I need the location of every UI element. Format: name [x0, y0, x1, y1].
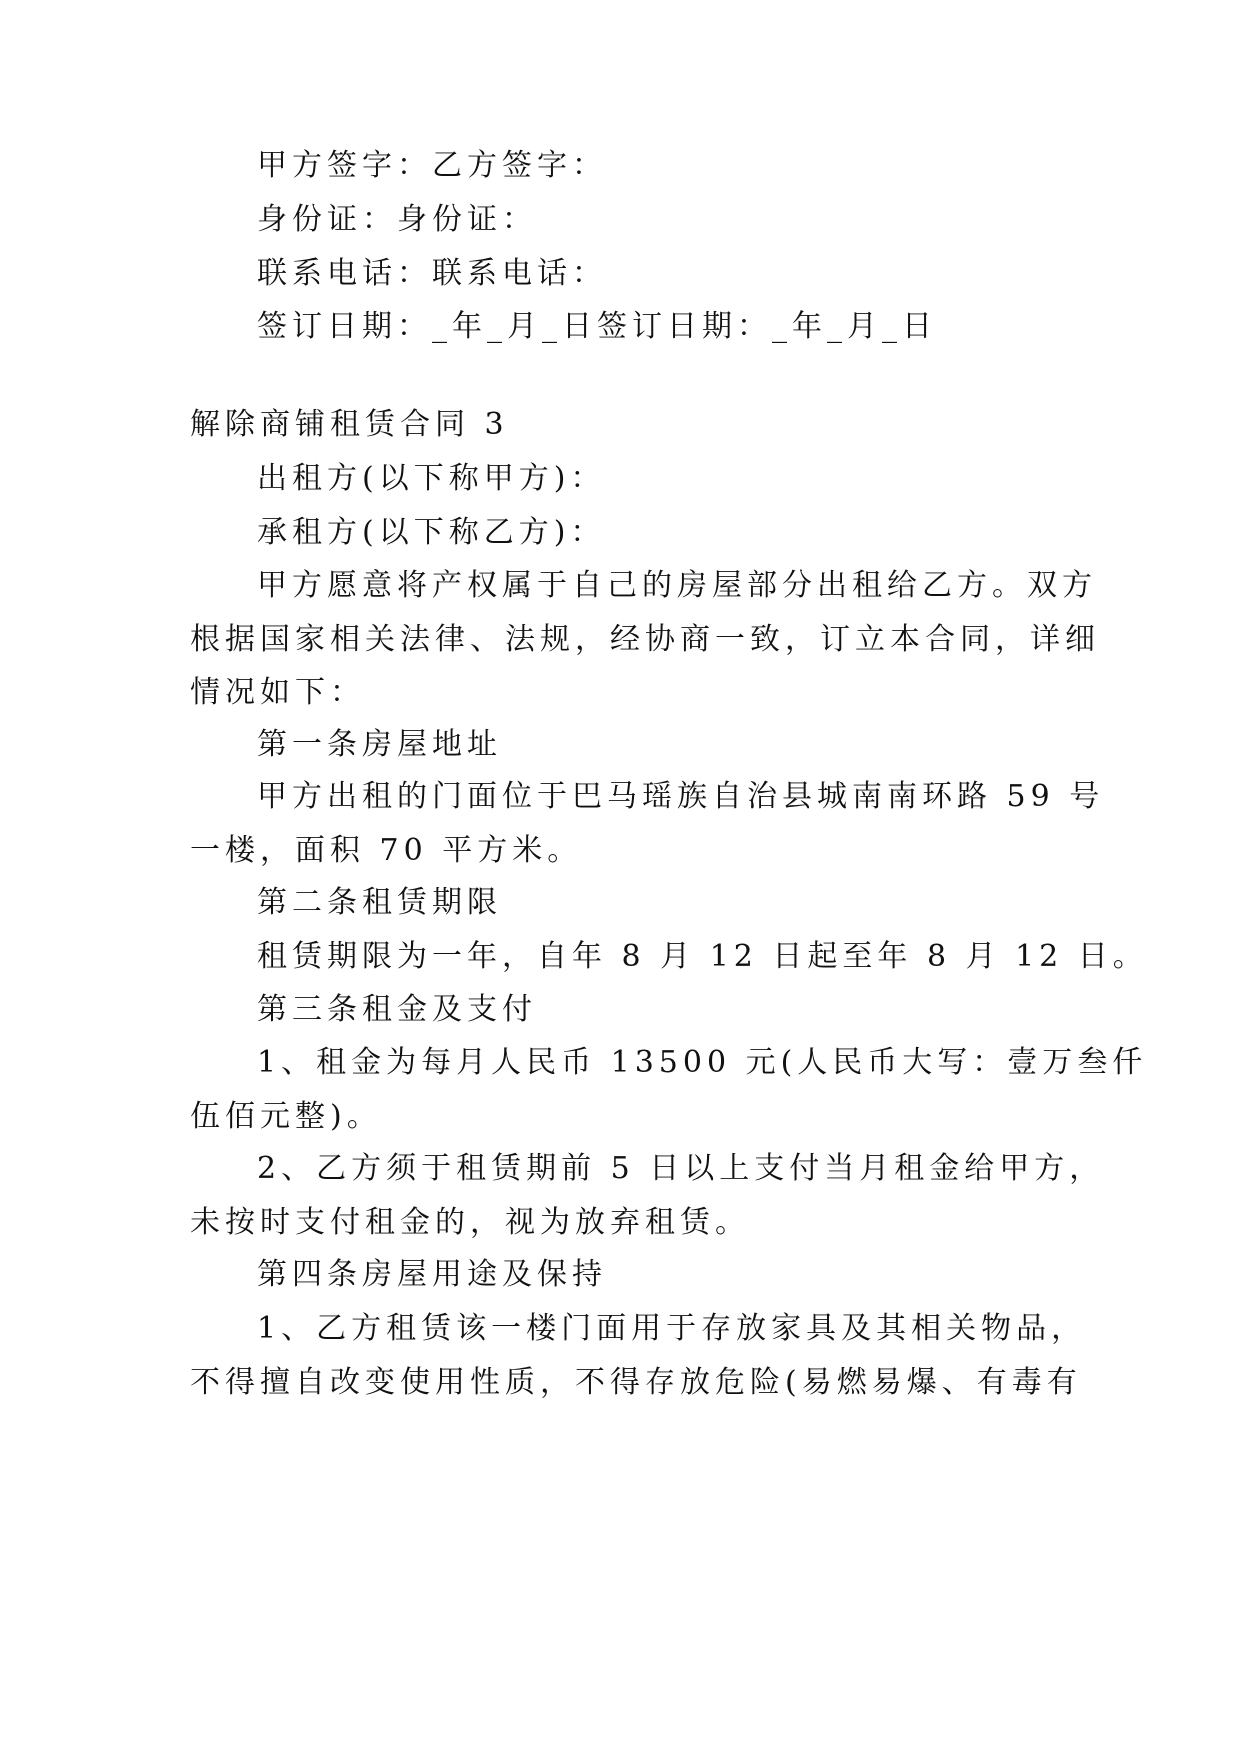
article-text: 伍佰元整)。	[190, 1099, 382, 1134]
article-text: 一楼，面积 70 平方米。	[190, 833, 583, 868]
article-heading: 第三条租金及支付	[257, 992, 537, 1027]
sign-date-line: 签订日期：_年_月_日签订日期：_年_月_日	[257, 309, 937, 344]
article-text: 1、乙方租赁该一楼门面用于存放家具及其相关物品，	[257, 1311, 1087, 1346]
id-card-line: 身份证：身份证：	[257, 202, 537, 237]
article-text: 甲方出租的门面位于巴马瑶族自治县城南南环路 59 号	[257, 779, 1105, 814]
article-heading: 第四条房屋用途及保持	[257, 1257, 607, 1292]
signature-line: 甲方签字：乙方签字：	[257, 148, 607, 183]
intro-line: 甲方愿意将产权属于自己的房屋部分出租给乙方。双方	[257, 568, 1097, 603]
intro-line: 根据国家相关法律、法规，经协商一致，订立本合同，详细	[190, 622, 1100, 657]
article-heading: 第二条租赁期限	[257, 885, 502, 920]
contract-title: 解除商铺租赁合同 3	[190, 407, 509, 442]
article-text: 不得擅自改变使用性质，不得存放危险(易燃易爆、有毒有	[190, 1365, 1082, 1400]
article-text: 未按时支付租金的，视为放弃租赁。	[190, 1205, 750, 1240]
article-text: 2、乙方须于租赁期前 5 日以上支付当月租金给甲方，	[257, 1151, 1105, 1186]
article-text: 1、租金为每月人民币 13500 元(人民币大写：壹万叁仟	[257, 1045, 1148, 1080]
article-heading: 第一条房屋地址	[257, 727, 502, 762]
lessor-line: 出租方(以下称甲方)：	[257, 461, 606, 496]
article-text: 租赁期限为一年，自年 8 月 12 日起至年 8 月 12 日。	[257, 939, 1148, 974]
lessee-line: 承租方(以下称乙方)：	[257, 515, 606, 550]
intro-line: 情况如下：	[190, 675, 365, 710]
phone-line: 联系电话：联系电话：	[257, 256, 607, 291]
